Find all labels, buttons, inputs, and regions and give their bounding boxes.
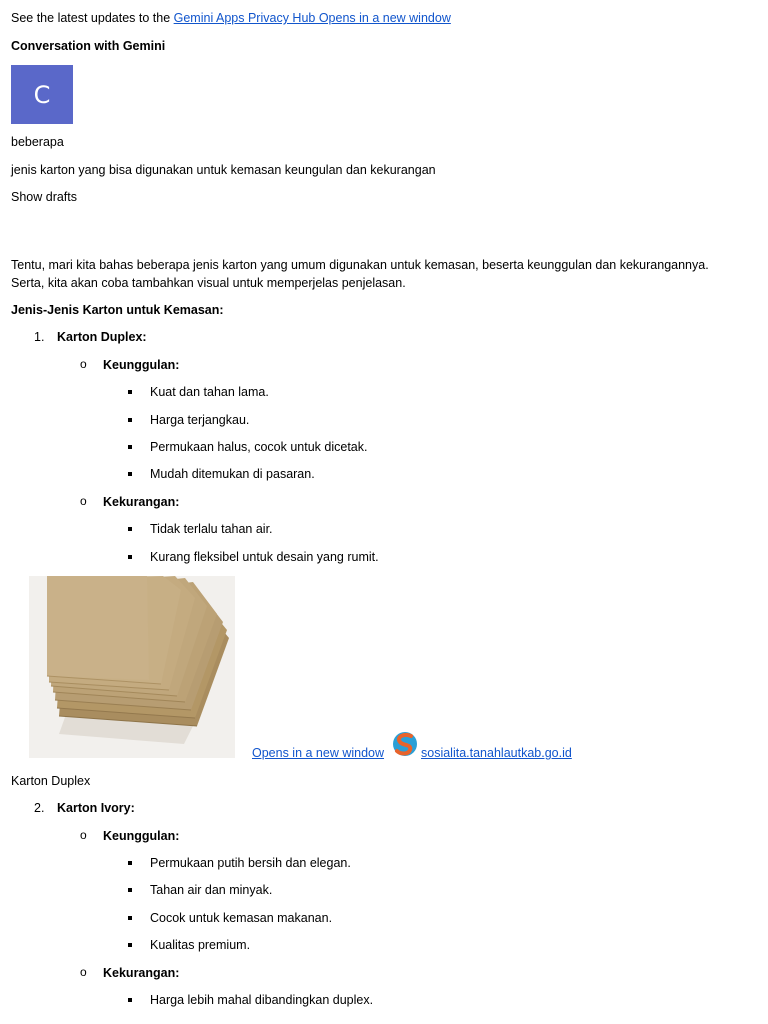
sublist-marker: o — [80, 357, 87, 371]
pros-label: Keunggulan: — [103, 829, 180, 843]
privacy-notice-text: See the latest updates to the — [11, 11, 174, 25]
list-item: Harga terjangkau. — [150, 413, 250, 427]
source-site-link[interactable]: sosialita.tanahlautkab.go.id — [421, 746, 572, 760]
list-item: Tahan air dan minyak. — [150, 883, 273, 897]
response-intro — [11, 256, 751, 292]
image-open-link[interactable]: Opens in a new window — [252, 746, 385, 760]
bullet-marker — [128, 943, 132, 947]
list-item: Kurang fleksibel untuk desain yang rumit. — [150, 550, 379, 564]
bullet-marker — [128, 445, 132, 449]
user-avatar — [11, 65, 73, 124]
sublist-marker: o — [80, 965, 87, 979]
bullet-marker — [128, 527, 132, 531]
image-open-link-row — [252, 744, 384, 762]
sublist-marker: o — [80, 494, 87, 508]
list-item: Kuat dan tahan lama. — [150, 385, 269, 399]
pros-label: Keunggulan: — [103, 358, 180, 372]
response-intro-line-1: Tentu, mari kita bahas beberapa jenis karton yang umum digunakan untuk kemasan, beserta keunggulan dan kekurangannya. — [11, 258, 709, 272]
list-item: Mudah ditemukan di pasaran. — [150, 467, 315, 481]
list-number: 1. — [34, 330, 45, 344]
bullet-marker — [128, 555, 132, 559]
privacy-hub-link[interactable]: Gemini Apps Privacy Hub Opens in a new window — [173, 11, 451, 25]
cons-label: Kekurangan: — [103, 966, 180, 980]
bullet-marker — [128, 888, 132, 892]
sublist-marker: o — [80, 828, 87, 842]
list-item: Harga lebih mahal dibandingkan duplex. — [150, 993, 374, 1007]
show-drafts-button[interactable]: Show drafts — [11, 190, 78, 204]
user-prompt-line-2: jenis karton yang bisa digunakan untuk kemasan keungulan dan kekurangan — [11, 163, 436, 177]
list-number: 2. — [34, 801, 45, 815]
list-item: Permukaan putih bersih dan elegan. — [150, 856, 351, 870]
cons-label: Kekurangan: — [103, 495, 180, 509]
user-prompt-line-1: beberapa — [11, 135, 64, 149]
section-heading: Jenis-Jenis Karton untuk Kemasan: — [11, 303, 224, 317]
avatar-letter: C — [33, 80, 51, 109]
list-item: Permukaan halus, cocok untuk dicetak. — [150, 440, 368, 454]
bullet-marker — [128, 998, 132, 1002]
cardboard-image[interactable] — [29, 576, 235, 758]
list-item-title: Karton Duplex: — [57, 330, 147, 344]
source-site-logo-icon[interactable] — [391, 729, 419, 759]
list-item: Cocok untuk kemasan makanan. — [150, 911, 333, 925]
cardboard-sheets-illustration — [29, 576, 235, 758]
conversation-title: Conversation with Gemini — [11, 39, 166, 53]
bullet-marker — [128, 418, 132, 422]
bullet-marker — [128, 472, 132, 476]
list-item: Tidak terlalu tahan air. — [150, 522, 273, 536]
list-item: Kualitas premium. — [150, 938, 251, 952]
list-item-title: Karton Ivory: — [57, 801, 135, 815]
response-intro-line-2: Serta, kita akan coba tambahkan visual untuk memperjelas penjelasan. — [11, 276, 406, 290]
source-link-row — [421, 744, 572, 762]
bullet-marker — [128, 916, 132, 920]
image-caption: Karton Duplex — [11, 774, 91, 788]
privacy-notice — [11, 9, 451, 27]
bullet-marker — [128, 861, 132, 865]
bullet-marker — [128, 390, 132, 394]
